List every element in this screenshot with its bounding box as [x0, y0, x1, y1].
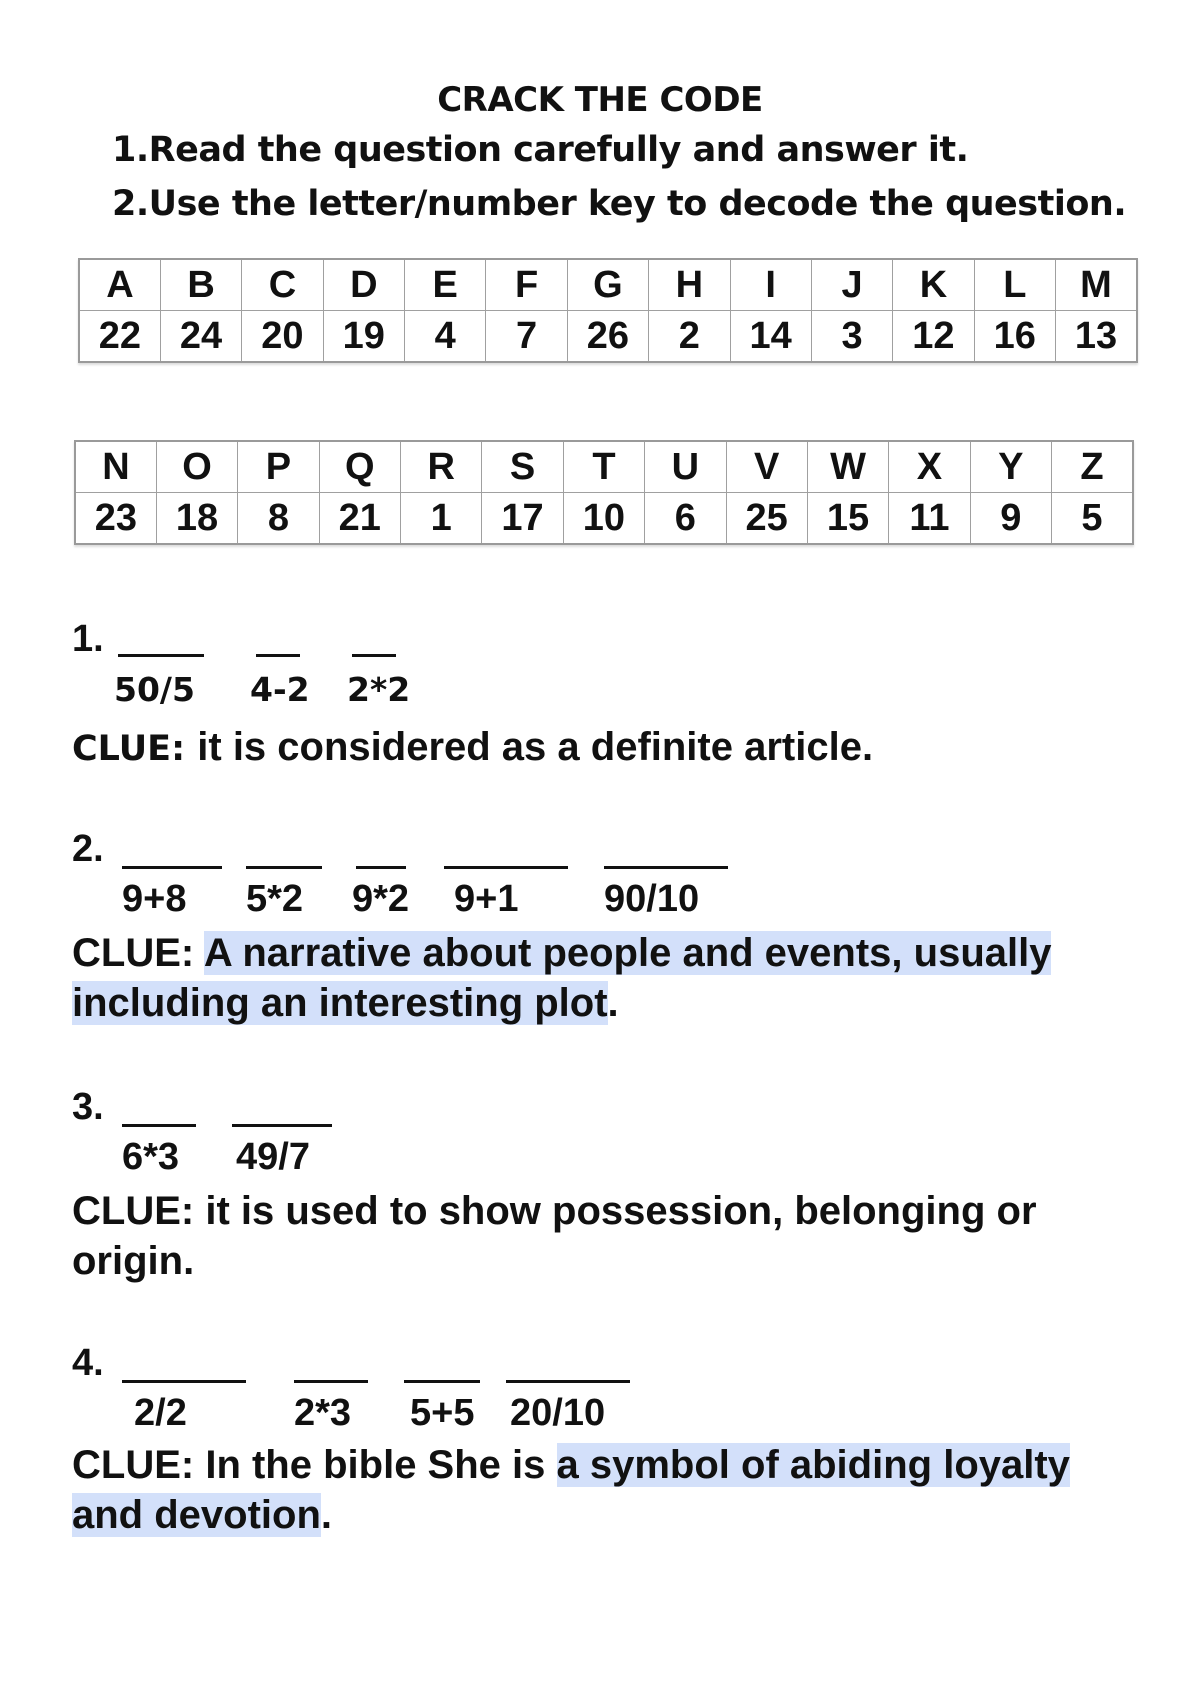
question-4-number: 4.: [72, 1342, 104, 1384]
key-letter: D: [323, 259, 404, 311]
key-number: 24: [160, 311, 241, 363]
answer-blank[interactable]: [232, 1124, 332, 1127]
answer-blank[interactable]: [122, 1124, 196, 1127]
key-letter: Z: [1052, 441, 1134, 493]
clue-highlighted-text: A narrative about people and events, usually including an interesting plot: [72, 931, 1052, 1025]
question-2-expression: 9+8: [122, 878, 187, 920]
key-number: 10: [563, 493, 644, 545]
key-letter: Y: [970, 441, 1051, 493]
key-letter: F: [486, 259, 567, 311]
question-4-expression: 20/10: [510, 1392, 606, 1434]
question-2-expression: 9*2: [352, 878, 410, 920]
clue-tail: .: [320, 1493, 333, 1537]
question-3-expression: 49/7: [236, 1136, 310, 1178]
key-number: 25: [726, 493, 807, 545]
key-number: 11: [889, 493, 970, 545]
clue-text: it is considered as a definite article.: [197, 725, 874, 769]
key-letters-row: [79, 259, 1137, 311]
key-letter: B: [160, 259, 241, 311]
key-number: 5: [1052, 493, 1134, 545]
key-number: 14: [730, 311, 811, 363]
key-number: 1: [401, 493, 482, 545]
answer-blank[interactable]: [256, 654, 300, 657]
key-letter: C: [242, 259, 323, 311]
key-letter: P: [238, 441, 319, 493]
key-number: 20: [242, 311, 323, 363]
key-number: 21: [319, 493, 400, 545]
key-letter: S: [482, 441, 563, 493]
answer-blank[interactable]: [444, 866, 568, 869]
page-title: CRACK THE CODE: [437, 80, 763, 120]
clue-label: CLUE:: [72, 1189, 206, 1233]
key-letter: O: [156, 441, 237, 493]
clue-text: In the bible She is: [205, 1443, 557, 1487]
key-letter: A: [79, 259, 160, 311]
answer-blank[interactable]: [122, 866, 222, 869]
answer-blank[interactable]: [506, 1380, 630, 1383]
key-letter: I: [730, 259, 811, 311]
key-letter: X: [889, 441, 970, 493]
question-3-expression: 6*3: [122, 1136, 180, 1178]
key-numbers-row: [75, 493, 1133, 545]
key-letter: R: [401, 441, 482, 493]
question-2-expression: 9+1: [454, 878, 519, 920]
key-letter: U: [645, 441, 726, 493]
letter-number-key-n-z: [74, 440, 1134, 545]
question-3-number: 3.: [72, 1086, 104, 1128]
question-4-clue: [72, 1440, 1152, 1540]
question-4-expression: 2*3: [294, 1392, 352, 1434]
key-letter: N: [75, 441, 156, 493]
question-1-clue: [72, 722, 1152, 774]
key-number: 2: [649, 311, 730, 363]
key-number: 15: [807, 493, 888, 545]
key-number: 22: [79, 311, 160, 363]
instruction-2: 2.Use the letter/number key to decode the question.: [112, 184, 1127, 224]
key-letter: J: [811, 259, 892, 311]
key-number: 3: [811, 311, 892, 363]
letter-number-key-a-m: [78, 258, 1138, 363]
question-1-expression: 50/5: [114, 670, 195, 709]
question-2-clue: [72, 928, 1152, 1028]
question-1-expression: 4-2: [250, 670, 310, 709]
question-2-number: 2.: [72, 828, 104, 870]
clue-label: CLUE:: [72, 729, 198, 769]
answer-blank[interactable]: [404, 1380, 480, 1383]
key-number: 26: [567, 311, 648, 363]
answer-blank[interactable]: [118, 654, 204, 657]
question-2-expression: 5*2: [246, 878, 304, 920]
instruction-1: 1.Read the question carefully and answer it.: [112, 130, 969, 170]
key-letter: V: [726, 441, 807, 493]
key-number: 9: [970, 493, 1051, 545]
key-letter: Q: [319, 441, 400, 493]
clue-highlighted-text: a symbol of abiding loyalty and devotion: [72, 1443, 1070, 1537]
key-letter: G: [567, 259, 648, 311]
key-letter: H: [649, 259, 730, 311]
key-letter: W: [807, 441, 888, 493]
key-number: 23: [75, 493, 156, 545]
question-2-expression: 90/10: [604, 878, 700, 920]
key-number: 19: [323, 311, 404, 363]
key-letter: K: [893, 259, 974, 311]
key-letter: E: [405, 259, 486, 311]
answer-blank[interactable]: [604, 866, 728, 869]
answer-blank[interactable]: [356, 866, 406, 869]
question-1-expression: 2*2: [347, 670, 411, 709]
question-1-number: 1.: [72, 618, 104, 660]
key-number: 18: [156, 493, 237, 545]
question-4-expression: 2/2: [134, 1392, 187, 1434]
key-number: 6: [645, 493, 726, 545]
answer-blank[interactable]: [352, 654, 396, 657]
clue-label: CLUE:: [72, 931, 204, 975]
clue-label: CLUE:: [72, 1443, 206, 1487]
answer-blank[interactable]: [294, 1380, 368, 1383]
question-4-expression: 5+5: [410, 1392, 475, 1434]
key-number: 13: [1056, 311, 1138, 363]
key-number: 7: [486, 311, 567, 363]
key-numbers-row: [79, 311, 1137, 363]
key-letter: T: [563, 441, 644, 493]
key-letters-row: [75, 441, 1133, 493]
key-letter: M: [1056, 259, 1138, 311]
question-3-clue: [72, 1186, 1152, 1286]
answer-blank[interactable]: [122, 1380, 246, 1383]
key-number: 16: [974, 311, 1055, 363]
clue-tail: .: [607, 981, 619, 1025]
key-number: 8: [238, 493, 319, 545]
clue-text: it is used to show possession, belonging or origin.: [72, 1189, 1037, 1283]
answer-blank[interactable]: [246, 866, 322, 869]
key-number: 17: [482, 493, 563, 545]
key-number: 12: [893, 311, 974, 363]
key-number: 4: [405, 311, 486, 363]
key-letter: L: [974, 259, 1055, 311]
